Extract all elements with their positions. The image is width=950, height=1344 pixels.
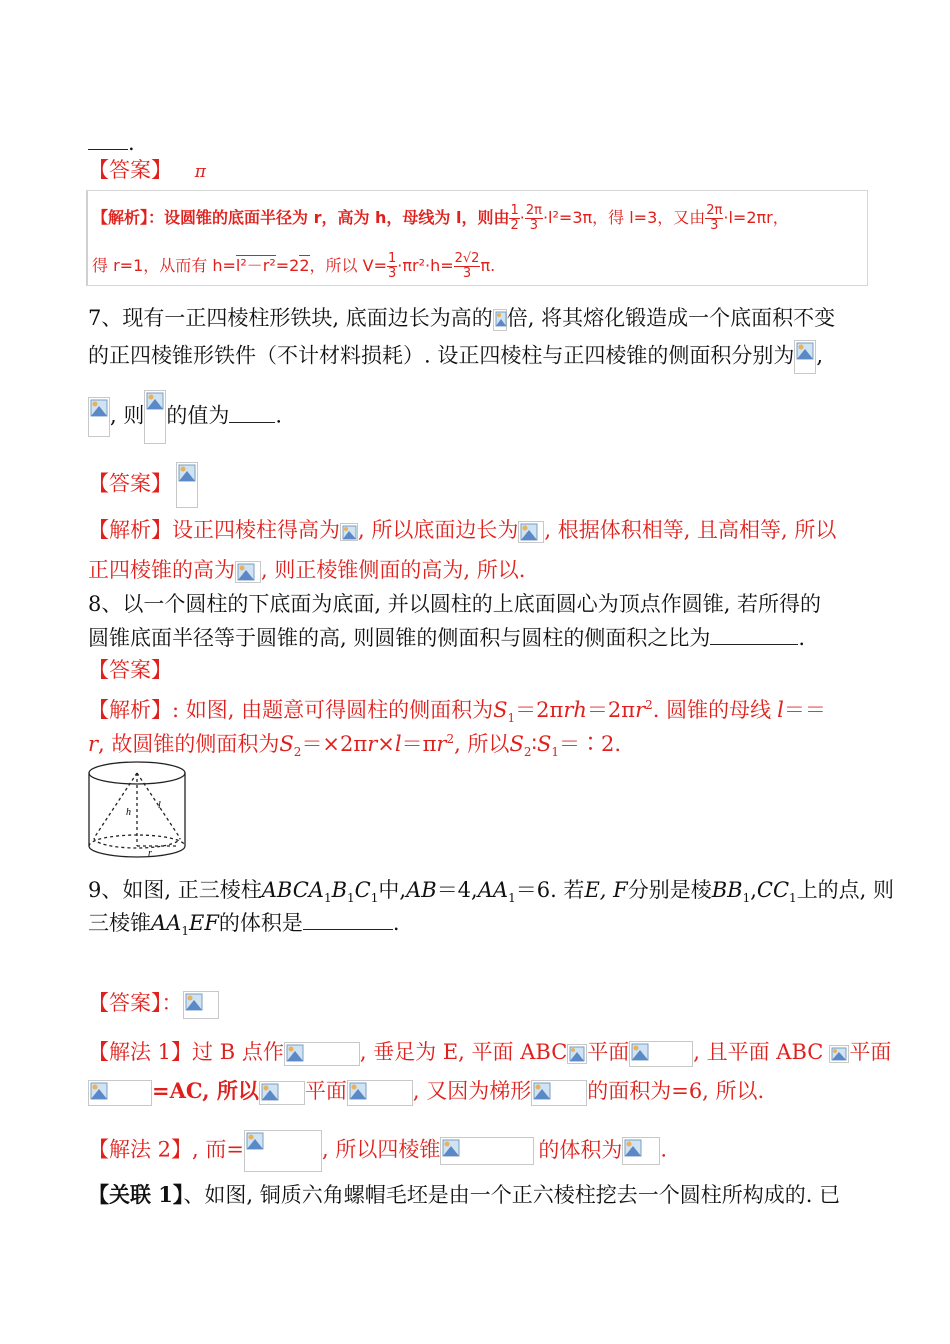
fraction-third: $\frac{1}{3}$	[387, 251, 397, 281]
broken-image-icon	[244, 1130, 322, 1172]
broken-image-icon	[493, 309, 507, 331]
sqrt-two: 2	[299, 256, 310, 275]
broken-image-icon	[259, 1081, 305, 1105]
label-l: l	[158, 800, 161, 811]
broken-image-icon	[518, 521, 544, 543]
q8-solution-line2: r, 故圆锥的侧面积为$S_2=\times 2\pi r\times l=\pi r^2$, 所以$S_2∶S_1=∶2$.	[88, 732, 622, 760]
label-h: h	[126, 807, 131, 818]
cylinder-bottom-front	[89, 846, 185, 857]
q7-solution-line2: 正四棱锥的高为 , 则正棱锥侧面的高为, 所以.	[88, 558, 526, 582]
broken-image-icon	[567, 1044, 587, 1064]
q9-line2: 三棱锥$AA_1EF$的体积是 .	[88, 911, 400, 939]
sqrt-expression: l²－r²	[235, 256, 276, 275]
q8-answer: 【答案】	[88, 658, 172, 682]
q7-line3: , 则 的值为 .	[88, 390, 282, 444]
broken-image-icon	[440, 1137, 534, 1165]
broken-image-icon	[622, 1137, 660, 1165]
broken-image-icon	[629, 1041, 693, 1067]
q6-answer: 【答案】 π	[88, 158, 206, 182]
fraction-result: $\frac{2√2}{3}$	[454, 251, 480, 281]
q7-line1: 7、现有一正四棱柱形铁块, 底面边长为高的 倍, 将其熔化锻造成一个底面积不变	[88, 306, 836, 330]
q9-line1: 9、如图, 正三棱柱$ABCA_1B_1C_1$中$,AB=4,AA_1=6$. 若E, F分别是棱$BB_1,CC_1$上的点, 则	[88, 878, 895, 906]
q6-analysis-line1: 【解析】：设圆锥的底面半径为 r，高为 h，母线为 l，则由 $\frac{1}{2}$ · $\frac{2\pi}{3}$ ·l²=3π，得 l=3，又由 $\frac{2\pi}{3}$ ·l=2πr，	[92, 203, 789, 233]
q9-method1-line2: =AC, 所以 平面 , 又因为梯形 的面积为=6, 所以.	[88, 1076, 764, 1106]
answer-blank	[229, 402, 275, 423]
broken-image-icon	[176, 462, 198, 508]
fraction-2pi-3-b: $\frac{2\pi}{3}$	[706, 203, 723, 233]
fraction-2pi-3: $\frac{2\pi}{3}$	[525, 203, 542, 233]
broken-image-icon	[829, 1045, 849, 1063]
broken-image-icon	[531, 1080, 587, 1106]
q6-analysis-line2: 得 r=1，从而有 h=l²－r²=22，所以 V= $\frac{1}{3}$ ·πr²·h= $\frac{2√2}{3}$ π.	[92, 251, 496, 281]
q8-solution-line1: 【解析】: 如图, 由题意可得圆柱的侧面积为$S_1=2\pi rh=2\pi r^2$. 圆锥的母线 l＝＝	[88, 698, 826, 726]
answer-blank	[88, 129, 128, 150]
q7-solution-line1: 【解析】设正四棱柱得高为 , 所以底面边长为 , 根据体积相等, 且高相等, 所以	[88, 518, 837, 542]
broken-image-icon	[144, 390, 166, 444]
broken-image-icon	[284, 1042, 360, 1066]
broken-image-icon	[794, 340, 816, 374]
q8-line1: 8、以一个圆柱的下底面为底面, 并以圆柱的上底面圆心为顶点作圆锥, 若所得的	[88, 592, 822, 616]
q9-method2: 【解法 2】, 而= , 所以四棱锥 的体积为 .	[88, 1130, 667, 1172]
broken-image-icon	[347, 1080, 413, 1106]
prev-question-tail: .	[88, 128, 135, 158]
broken-image-icon	[88, 1080, 152, 1106]
broken-image-icon	[235, 561, 261, 583]
broken-image-icon	[88, 397, 110, 437]
q9-answer: 【答案】：	[88, 988, 219, 1019]
broken-image-icon	[340, 523, 358, 541]
q7-answer: 【答案】	[88, 462, 198, 508]
label-r: r	[148, 848, 152, 859]
broken-image-icon	[183, 991, 219, 1019]
answer-blank	[303, 909, 393, 930]
q9-method1-line1: 【解法 1】过 B 点作 , 垂足为 E, 平面 ABC 平面 , 且平面 ABC 平面	[88, 1037, 891, 1067]
fraction-half: $\frac{1}{2}$	[510, 203, 519, 233]
cylinder-cone-figure	[86, 760, 188, 862]
related-question-1: 【关联 1】、如图, 铜质六角螺帽毛坯是由一个正六棱柱挖去一个圆柱所构成的. 已	[88, 1182, 841, 1207]
answer-blank	[710, 624, 798, 645]
q7-line2: 的正四棱锥形铁件（不计材料损耗）. 设正四棱柱与正四棱锥的侧面积分别为 ,	[88, 340, 823, 374]
q8-line2: 圆锥底面半径等于圆锥的高, 则圆锥的侧面积与圆柱的侧面积之比为 .	[88, 626, 806, 650]
